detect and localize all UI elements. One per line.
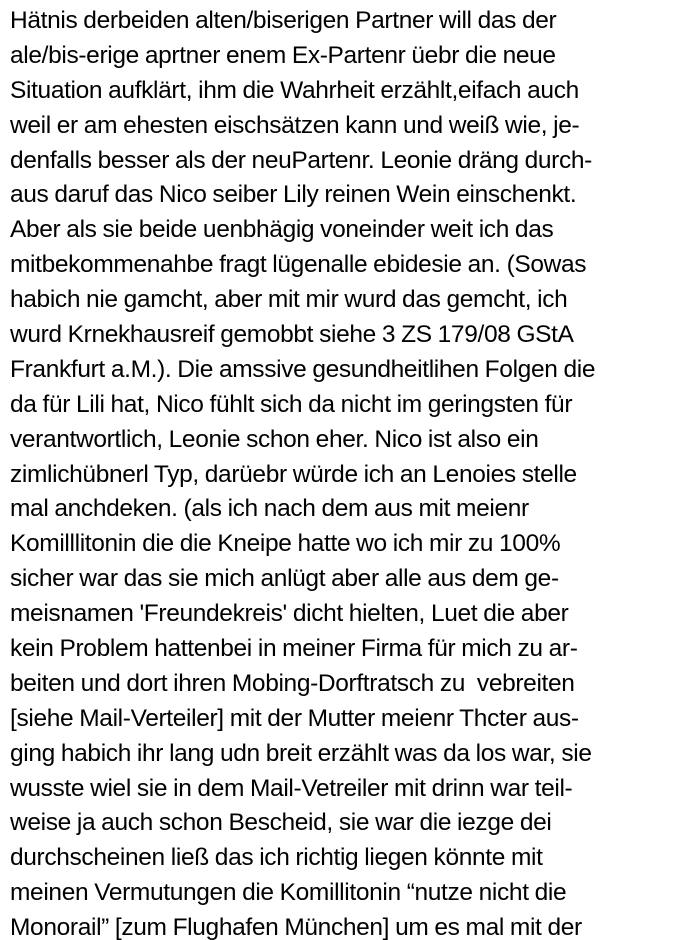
- text-line-13: verantwortlich, Leonie schon eher. Nico ist also ein: [10, 425, 539, 453]
- text-line-5: denfalls besser als der neuPartenr. Leonie dräng durch-: [10, 146, 592, 174]
- text-line-22: ging habich ihr lang udn breit erzählt was da los war, sie: [10, 739, 592, 767]
- text-line-2: ale/bis-erige aprtner enem Ex-Partenr üebr die neue: [10, 41, 556, 69]
- text-line-19: kein Problem hattenbei in meiner Firma für mich zu ar-: [10, 635, 578, 663]
- text-line-12: da für Lili hat, Nico fühlt sich da nicht im geringsten für: [10, 390, 573, 418]
- text-line-4: weil er am ehesten eischsätzen kann und weiß wie, je-: [10, 111, 580, 139]
- text-line-23: wusste wiel sie in dem Mail-Vetreiler mit drinn war teil-: [10, 774, 573, 802]
- text-line-18: meisnamen 'Freundekreis' dicht hielten, Luet die aber: [10, 600, 569, 628]
- text-line-10: wurd Krnekhausreif gemobbt siehe 3 ZS 179/08 GStA: [10, 321, 574, 349]
- text-line-9: habich nie gamcht, aber mit mir wurd das gemcht, ich: [10, 286, 568, 314]
- text-line-8: mitbekommenahbe fragt lügenalle ebidesie an. (Sowas: [10, 251, 587, 279]
- text-line-17: sicher war das sie mich anlügt aber alle aus dem ge-: [10, 565, 559, 593]
- text-line-16: Komilllitonin die die Kneipe hatte wo ich mir zu 100%: [10, 530, 561, 558]
- text-line-15: mal anchdeken. (als ich nach dem aus mit meienr: [10, 495, 529, 523]
- text-line-14: zimlichübnerl Typ, darüebr würde ich an Lenoies stelle: [10, 460, 577, 488]
- text-line-3: Situation aufklärt, ihm die Wahrheit erzählt,eifach auch: [10, 76, 579, 104]
- text-line-1: Hätnis derbeiden alten/biserigen Partner will das der: [10, 7, 557, 34]
- text-line-20: beiten und dort ihren Mobing-Dorftratsch zu vebreiten: [10, 669, 575, 697]
- text-line-26: meinen Vermutungen die Komillitonin “nutze nicht die: [10, 879, 567, 907]
- text-line-24: weise ja auch schon Bescheid, sie war die iezge dei: [10, 809, 552, 837]
- text-line-11: Frankfurt a.M.). Die amssive gesundheitlihen Folgen die: [10, 355, 596, 383]
- text-line-21: [siehe Mail-Verteiler] mit der Mutter meienr Thcter aus-: [10, 704, 579, 732]
- body-text: [10, 4, 680, 940]
- text-line-7: Aber als sie beide uenbhägig voneinder weit ich das: [10, 216, 554, 244]
- text-line-25: durchscheinen ließ das ich richtig liegen könnte mit: [10, 844, 543, 872]
- text-line-6: aus daruf das Nico seiber Lily reinen Wein einschenkt.: [10, 181, 577, 209]
- text-line-27: Monorail” [zum Flughafen München] um es mal mit der: [10, 914, 582, 940]
